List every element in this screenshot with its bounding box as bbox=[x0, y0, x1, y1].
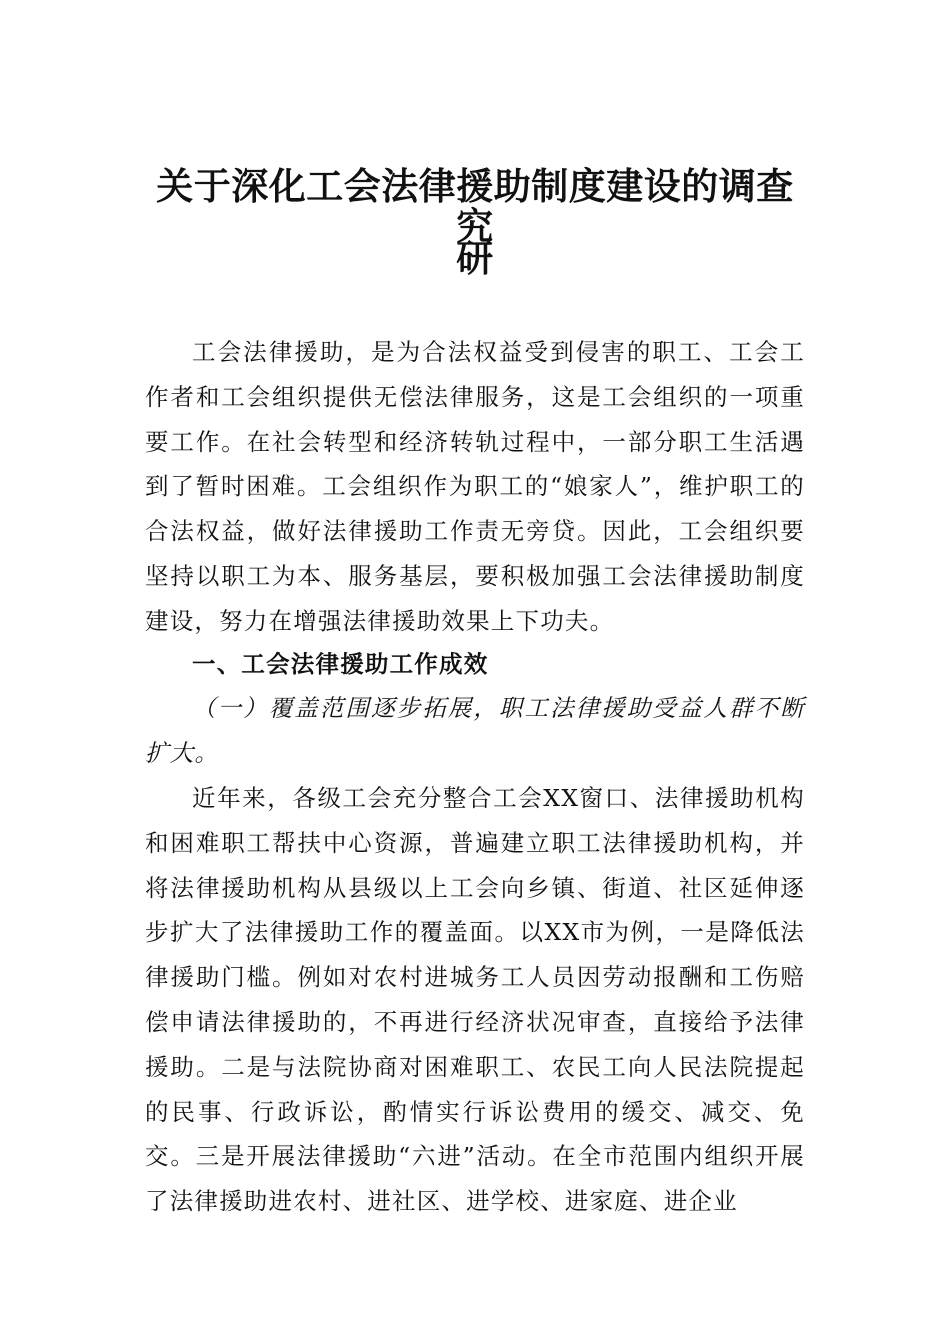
intro-paragraph: 工会法律援助，是为合法权益受到侵害的职工、工会工作者和工会组织提供无偿法律服务，这是工会组织的一项重要工作。在社会转型和经济转轨过程中，一部分职工生活遇到了暂时困难。工会组织作为职工的“娘家人”，维护职工的合法权益，做好法律援助工作责无旁贷。因此，工会组织要坚持以职工为本、服务基层，要积极加强工会法律援助制度建设，努力在增强法律援助效果上下功夫。 bbox=[145, 338, 805, 635]
body-paragraph: 近年来，各级工会充分整合工会XX窗口、法律援助机构和困难职工帮扶中心资源，普遍建立职工法律援助机构，并将法律援助机构从县级以上工会向乡镇、街道、社区延伸逐步扩大了法律援助工作的覆盖面。以XX市为例，一是降低法律援助门槛。例如对农村进城务工人员因劳动报酬和工伤赔偿申请法律援助的，不再进行经济状况审查，直接给予法律援助。二是与法院协商对困难职工、农民工向人民法院提起的民事、行政诉讼，酌情实行诉讼费用的缓交、减交、免交。三是开展法律援助“六进”活动。在全市范围内组织开展了法律援助进农村、进社区、进学校、进家庭、进企业 bbox=[145, 784, 805, 1216]
document-title-line-2: 究 bbox=[456, 204, 494, 248]
subsection-heading: （一）覆盖范围逐步拓展，职工法律援助受益人群不断扩大。 bbox=[145, 694, 805, 767]
document-title-line-1: 关于深化工会法律援助制度建设的调查研 bbox=[156, 164, 794, 280]
section-heading: 一、工会法律援助工作成效 bbox=[192, 650, 489, 678]
